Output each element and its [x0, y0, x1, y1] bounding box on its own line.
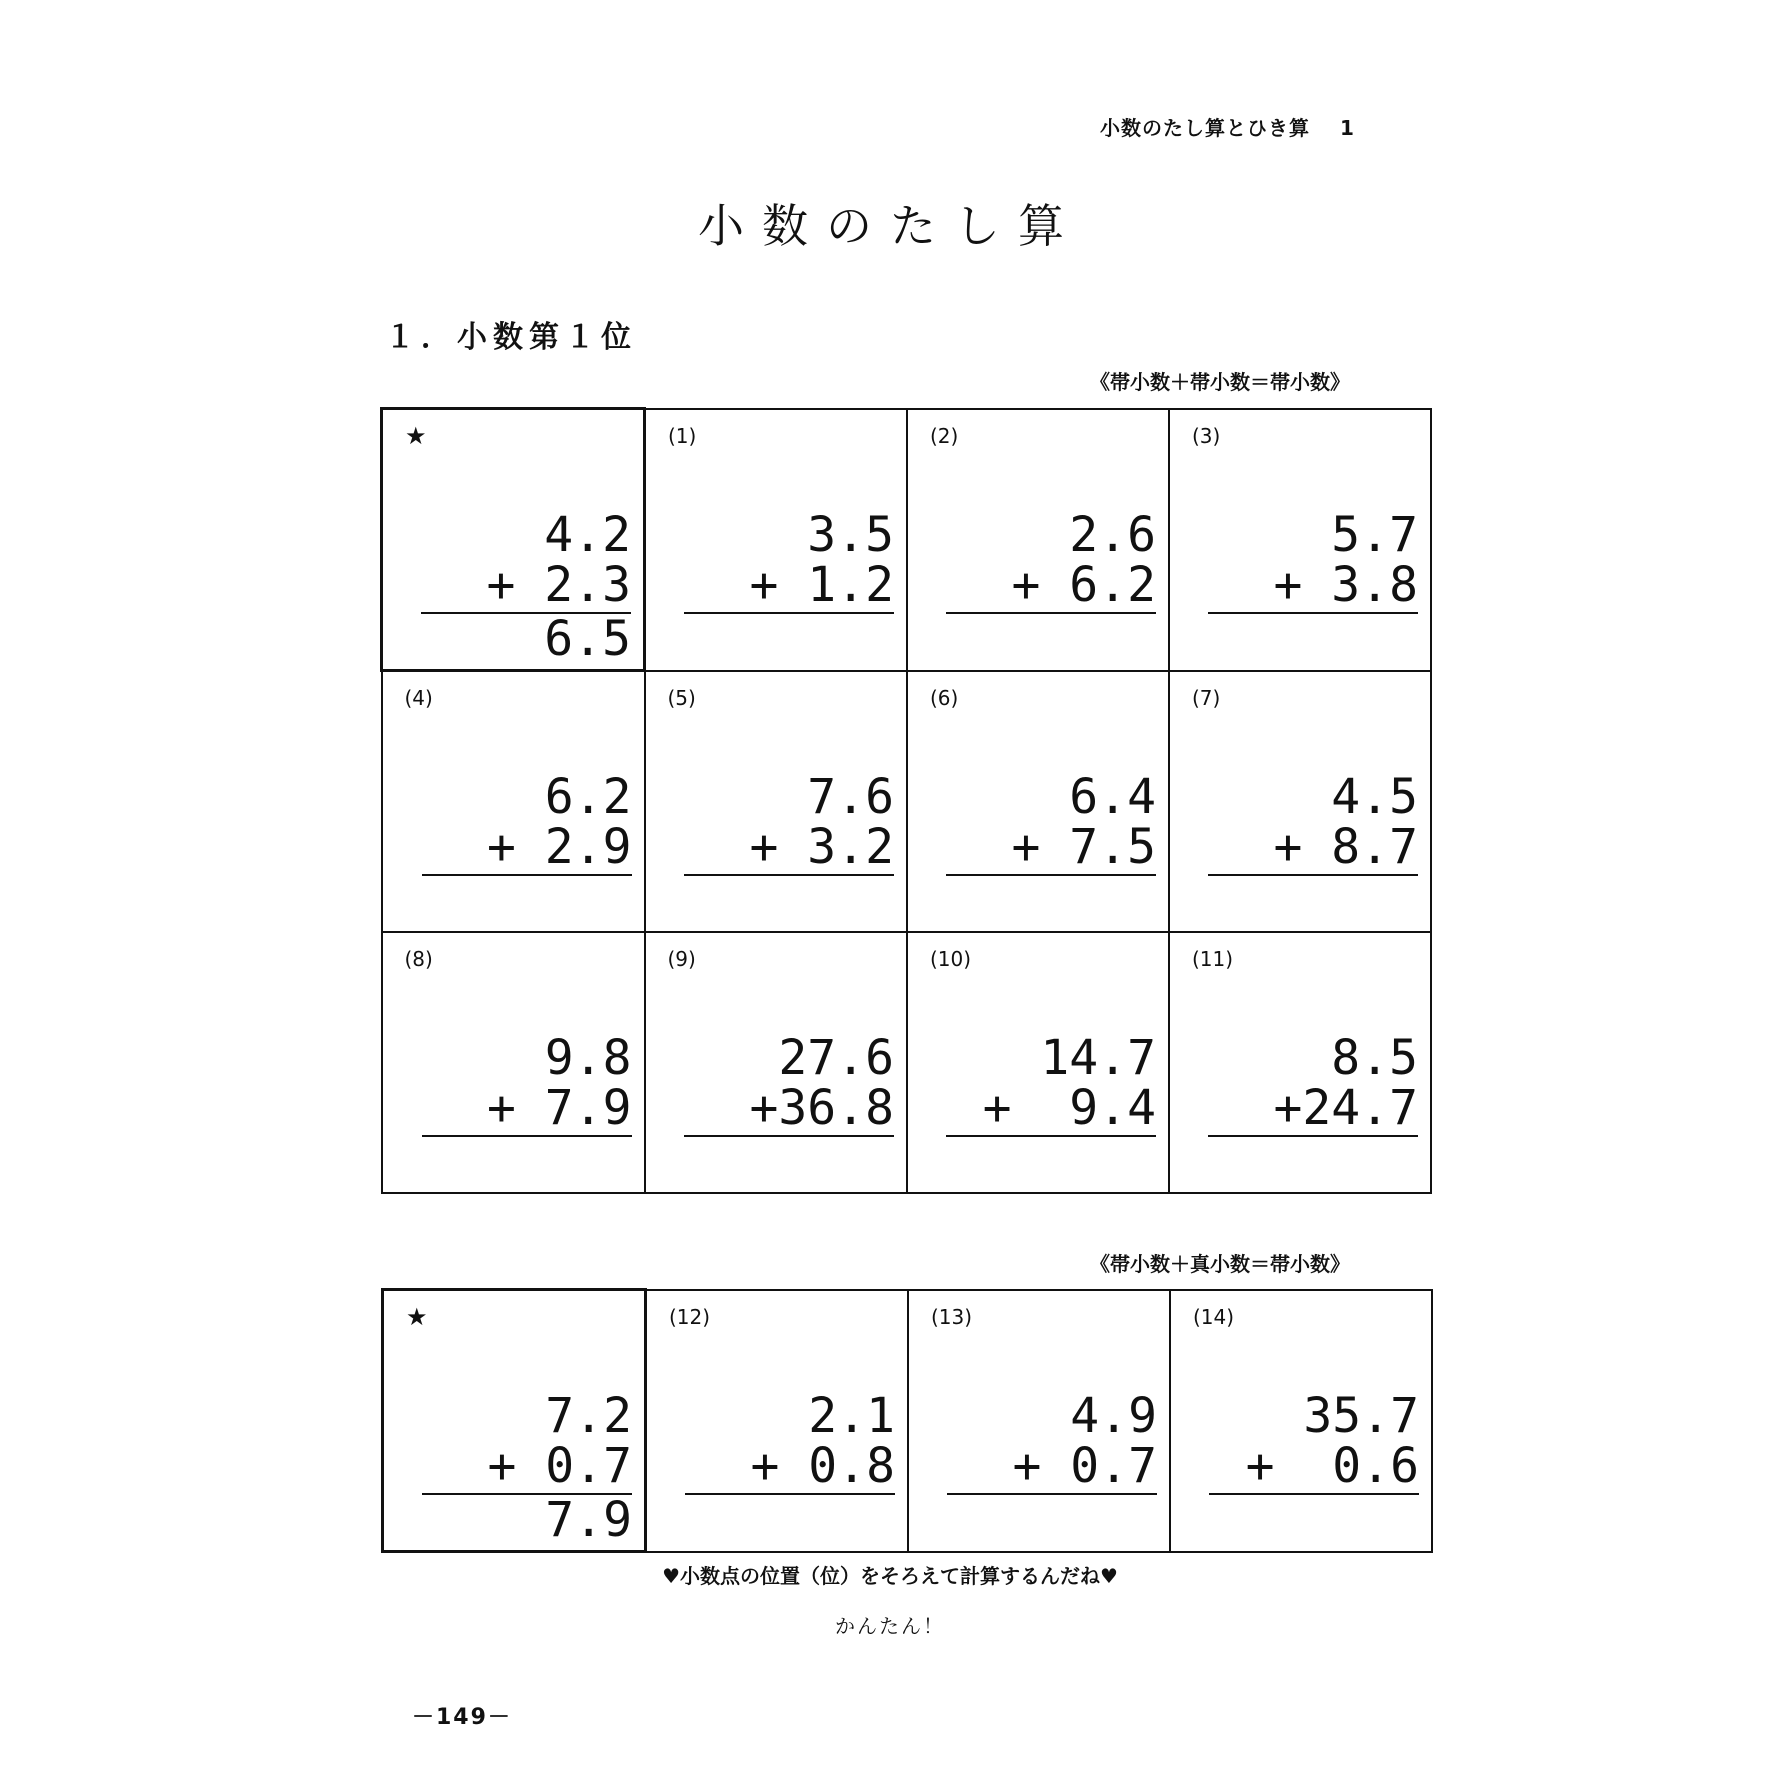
- problem-cell: [907, 932, 1169, 1193]
- star-icon: ★: [405, 422, 427, 450]
- problem-cell: [645, 932, 908, 1193]
- problem-number: (9): [667, 947, 696, 971]
- problem-cell: [1169, 932, 1431, 1193]
- problem-number: (6): [930, 685, 959, 710]
- bottom-operand: +36.8: [749, 1080, 894, 1136]
- top-operand: 14.7: [1040, 1030, 1156, 1086]
- problem-cell: [646, 1290, 909, 1552]
- example-cell: [382, 409, 645, 671]
- bottom-operand: + 7.5: [1011, 818, 1156, 875]
- problem-cell: [382, 932, 645, 1193]
- problem-cell: [908, 1290, 1170, 1552]
- problem-number: (13): [931, 1304, 973, 1329]
- top-operand: 7.2: [545, 1388, 632, 1444]
- part2-caption: 《帯小数＋真小数＝帯小数》: [1090, 1252, 1350, 1276]
- top-operand: 8.5: [1331, 1030, 1418, 1086]
- bottom-operand: + 7.9: [487, 1080, 632, 1136]
- problem-cell: [1170, 1290, 1432, 1552]
- hint-note: ♥小数点の位置（位）をそろえて計算するんだね♥: [662, 1564, 1118, 1588]
- top-operand: 3.5: [807, 506, 894, 563]
- top-operand: 27.6: [778, 1030, 894, 1086]
- answer: 7.9: [545, 1492, 632, 1548]
- bottom-operand: + 0.7: [1012, 1437, 1157, 1494]
- top-operand: 4.5: [1331, 768, 1418, 825]
- top-operand: 2.6: [1069, 506, 1156, 563]
- problem-number: (7): [1192, 685, 1221, 710]
- bottom-operand: + 0.6: [1245, 1437, 1419, 1494]
- part1-caption: 《帯小数＋帯小数＝帯小数》: [1090, 370, 1350, 394]
- bottom-operand: + 0.7: [487, 1438, 632, 1494]
- top-operand: 2.1: [808, 1387, 895, 1444]
- problem-grid-2: [381, 1288, 1433, 1553]
- problem-number: (14): [1193, 1304, 1235, 1329]
- bottom-operand: + 1.2: [749, 556, 894, 613]
- problem-number: (11): [1192, 947, 1234, 971]
- bottom-operand: +24.7: [1273, 1080, 1418, 1136]
- problem-number: (2): [930, 423, 959, 448]
- problem-number: (4): [404, 686, 433, 710]
- top-operand: 5.7: [1331, 506, 1418, 563]
- problem-number: (8): [404, 947, 433, 971]
- bottom-operand: + 2.9: [487, 819, 632, 875]
- easy-note: かんたん！: [835, 1614, 945, 1638]
- bottom-operand: + 8.7: [1273, 818, 1418, 875]
- problem-number: (12): [669, 1304, 711, 1329]
- problem-cell: [1169, 409, 1431, 671]
- section-heading: １．小数第１位: [385, 320, 637, 355]
- problem-cell: [907, 671, 1169, 933]
- page-number: －149－: [412, 1705, 512, 1730]
- problem-cell: [1169, 671, 1431, 933]
- chapter-title: 小数のたし算とひき算: [1100, 116, 1310, 140]
- top-operand: 9.8: [544, 1030, 632, 1086]
- top-operand: 4.9: [1070, 1387, 1157, 1444]
- bottom-operand: + 6.2: [1011, 556, 1156, 613]
- problem-number: (10): [930, 947, 972, 971]
- problem-grid-1: [380, 407, 1432, 1194]
- problem-cell: [645, 409, 908, 671]
- top-operand: 35.7: [1303, 1387, 1419, 1444]
- top-operand: 4.2: [544, 507, 631, 563]
- problem-number: (1): [668, 423, 697, 448]
- problem-number: (3): [1192, 423, 1221, 448]
- bottom-operand: + 2.3: [486, 557, 631, 613]
- bottom-operand: + 0.8: [750, 1437, 895, 1494]
- bottom-operand: + 3.8: [1273, 556, 1418, 613]
- bottom-operand: + 9.4: [982, 1080, 1156, 1136]
- chapter-header: [1100, 112, 1355, 141]
- problem-number: (5): [667, 685, 696, 710]
- top-operand: 6.2: [544, 769, 632, 825]
- problem-cell: [907, 409, 1169, 671]
- problem-cell: [645, 671, 908, 933]
- top-operand: 6.4: [1069, 768, 1156, 825]
- page-title: 小数のたし算: [698, 199, 1082, 253]
- problem-cell: [382, 671, 645, 933]
- chapter-number: 1: [1340, 116, 1355, 140]
- star-icon: ★: [406, 1303, 428, 1331]
- example-cell: [383, 1290, 646, 1552]
- answer: 6.5: [544, 611, 631, 667]
- top-operand: 7.6: [807, 768, 894, 825]
- bottom-operand: + 3.2: [749, 818, 894, 875]
